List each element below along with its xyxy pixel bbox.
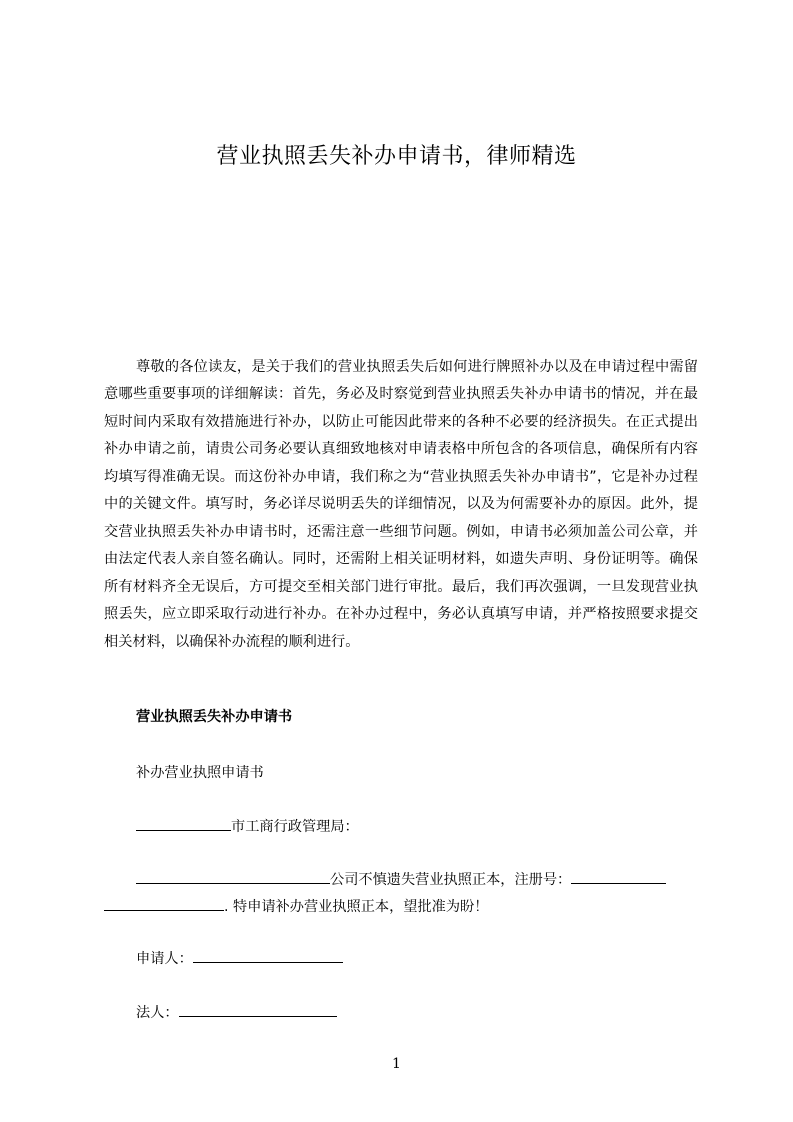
statement-line-2 — [104, 896, 488, 918]
city-blank — [136, 816, 231, 831]
page-number: 1 — [392, 1056, 401, 1072]
statement-text-2: . 特申请补办营业执照正本，望批准为盼！ — [224, 899, 489, 915]
legal-person-blank — [179, 1002, 337, 1017]
legal-person-label: 法人： — [136, 1005, 179, 1021]
intro-paragraph: 尊敬的各位读友，是关于我们的营业执照丢失后如何进行牌照补办以及在申请过程中需留意哪些重要事项的详细解读：首先，务必及时察觉到营业执照丢失补办申请书的情况，并在最短时间内采取有效措施进行补办，以防止可能因此带来的各种不必要的经济损失。在正式提出补办申请之前，请贵公司务必要认真细致地核对申请表格中所包含的各项信息，确保所有内容均填写得准确无误。而这份补办申请，我们称之为“营业执照丢失补办申请书”，它是补办过程中的关键文件。填写时，务必详尽说明丢失的详细情况，以及为何需要补办的原因。此外，提交营业执照丢失补办申请书时，还需注意一些细节问题。例如，申请书必须加盖公司公章，并由法定代表人亲自签名确认。同时，还需附上相关证明材料，如遗失声明、身份证明等。确保所有材料齐全无误后，方可提交至相关部门进行审批。最后，我们再次强调，一旦发现营业执照丢失，应立即采取行动进行补办。在补办过程中，务必认真填写申请，并严格按照要求提交相关材料，以确保补办流程的顺利进行。 — [104, 359, 698, 650]
legal-person-line — [136, 1002, 337, 1024]
section-heading: 营业执照丢失补办申请书 — [136, 709, 293, 725]
document-title: 营业执照丢失补办申请书，律师精选 — [216, 144, 577, 169]
company-name-blank — [136, 869, 330, 884]
registration-number-blank-continued — [104, 896, 224, 911]
statement-text-1: 公司不慎遗失营业执照正本，注册号： — [330, 872, 572, 888]
applicant-blank — [193, 948, 343, 963]
form-title: 补办营业执照申请书 — [136, 765, 264, 781]
applicant-label: 申请人： — [136, 951, 193, 967]
registration-number-blank — [571, 869, 666, 884]
applicant-line — [136, 948, 343, 970]
statement-line-1 — [136, 869, 666, 891]
addressee-line — [136, 816, 359, 838]
addressee-text: 市工商行政管理局： — [231, 819, 359, 835]
